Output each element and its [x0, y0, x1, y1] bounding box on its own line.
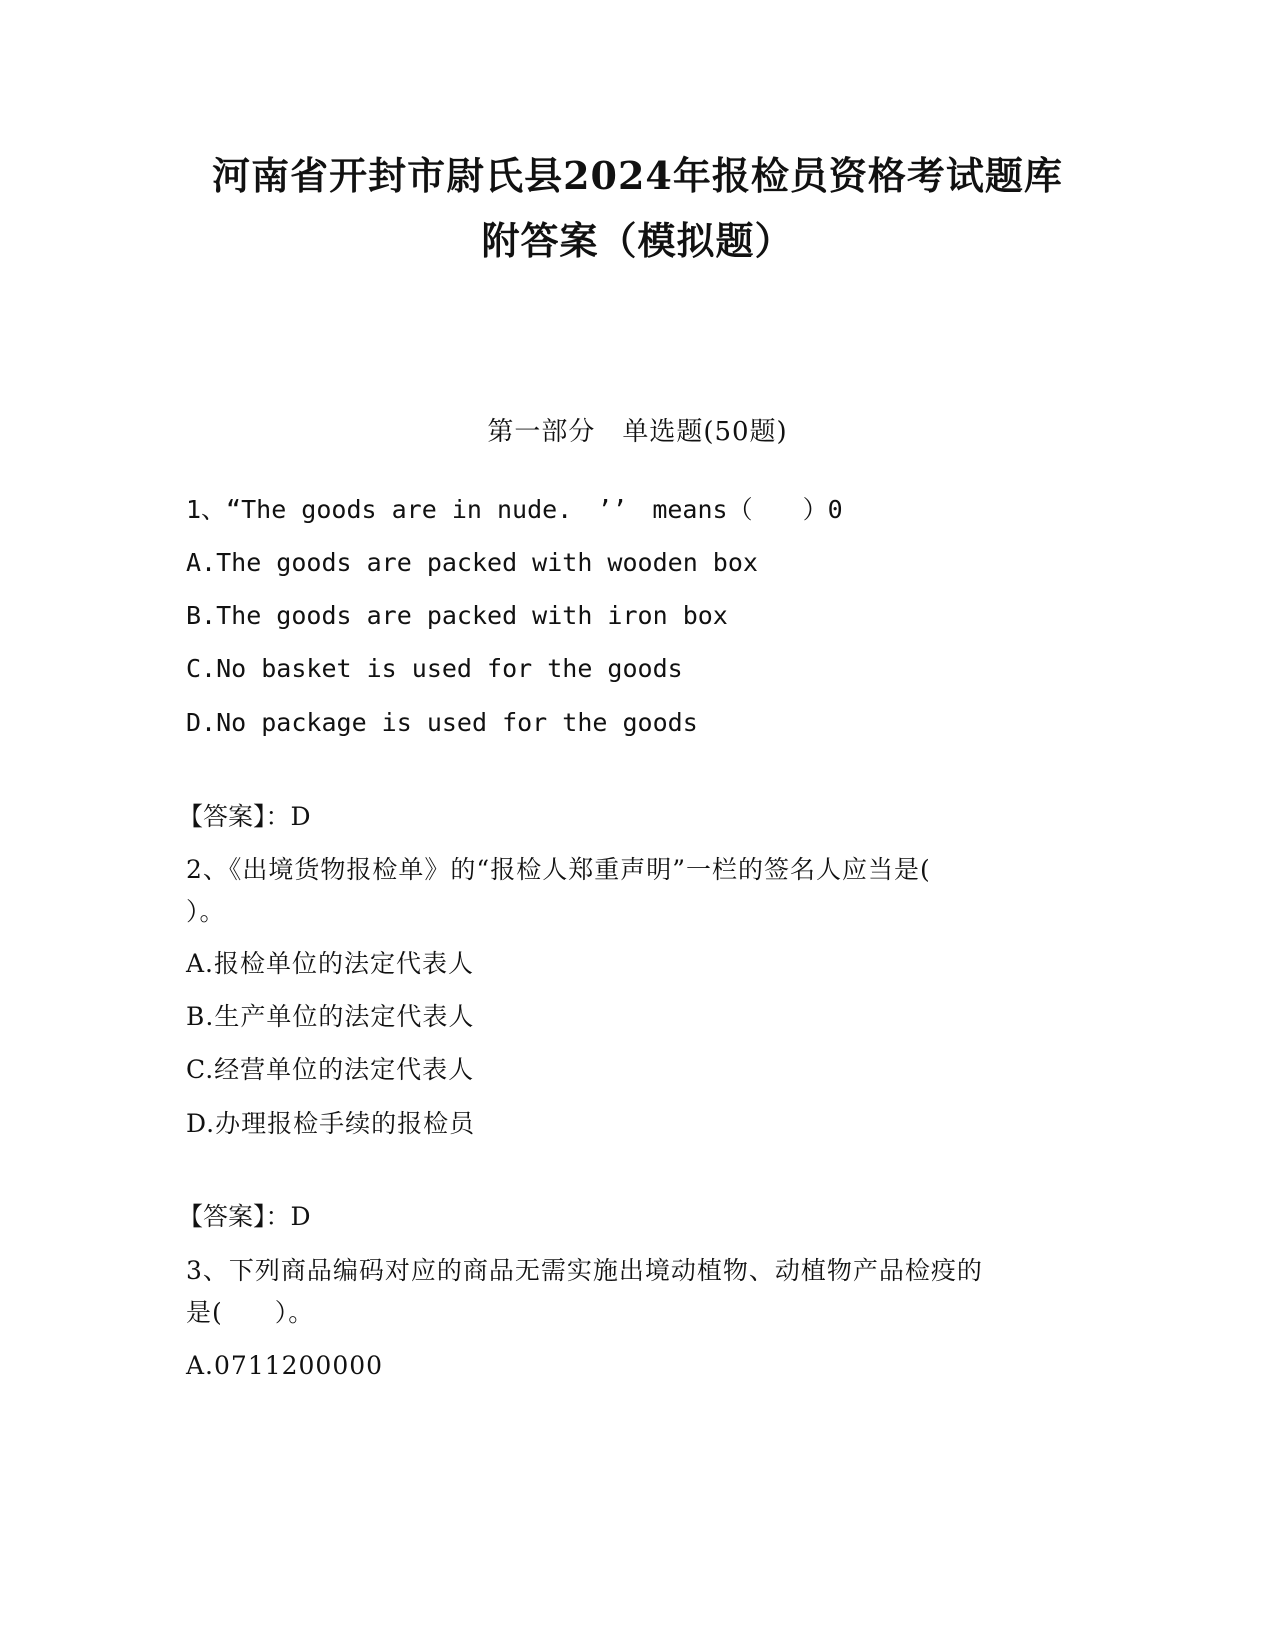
question-2-option-a: A.报检单位的法定代表人 — [186, 949, 475, 978]
question-1-option-c: C.No basket is used for the goods — [186, 654, 683, 683]
question-3-stem-line-1: 3、下列商品编码对应的商品无需实施出境动植物、动植物产品检疫的 — [186, 1256, 983, 1285]
question-2-option-d: D.办理报检手续的报检员 — [186, 1109, 476, 1138]
question-1-option-a: A.The goods are packed with wooden box — [186, 548, 758, 577]
question-1-stem: 1、“The goods are in nude. ’’ means（ ）0 — [186, 495, 843, 524]
question-2-option-b: B.生产单位的法定代表人 — [186, 1002, 475, 1031]
question-3-option-a: A.0711200000 — [186, 1351, 384, 1380]
question-3-stem-line-2: 是( ）。 — [186, 1298, 315, 1327]
question-2-answer: 【答案】：D — [178, 1202, 311, 1231]
section-heading: 第一部分 单选题(50题) — [487, 417, 788, 447]
question-1-option-d: D.No package is used for the goods — [186, 708, 698, 737]
document-title-line-1: 河南省开封市尉氏县2024年报检员资格考试题库 — [212, 153, 1063, 198]
question-1-answer: 【答案】：D — [178, 802, 311, 831]
question-2-stem-line-2: ）。 — [186, 897, 226, 926]
question-1-option-b: B.The goods are packed with iron box — [186, 601, 728, 630]
document-title-line-2: 附答案（模拟题） — [481, 218, 794, 263]
question-2-stem-line-1: 2、《出境货物报检单》的“报检人郑重声明”一栏的签名人应当是( — [186, 855, 931, 884]
question-2-option-c: C.经营单位的法定代表人 — [186, 1055, 475, 1084]
